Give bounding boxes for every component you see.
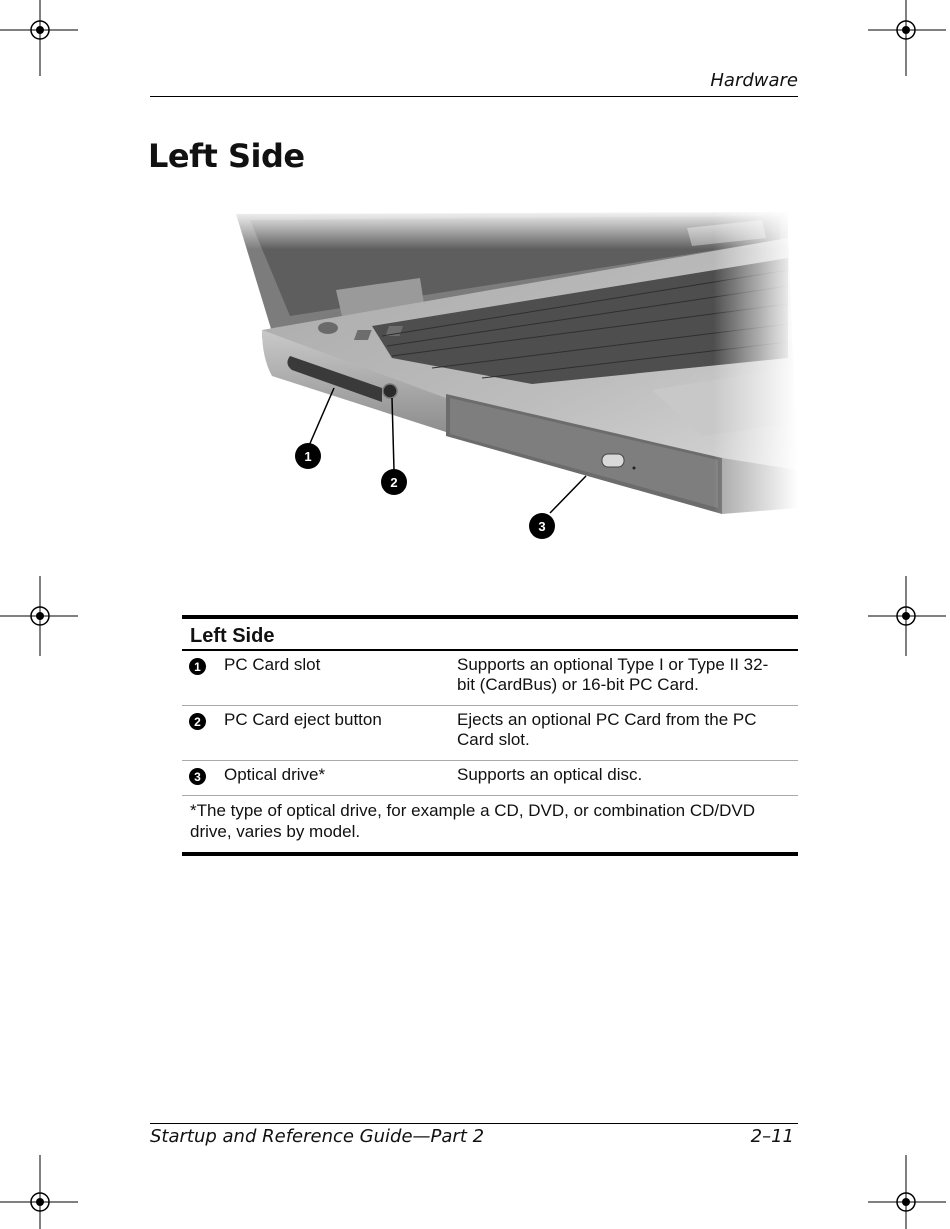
table-row <box>182 761 798 796</box>
footer-page-number: 2–11 <box>750 1126 794 1147</box>
svg-text:1: 1 <box>304 449 312 464</box>
component-name: Optical drive* <box>224 765 326 784</box>
callout-3 <box>529 513 555 539</box>
row-number-badge: 3 <box>189 768 206 785</box>
header-rule <box>150 96 798 97</box>
left-side-table <box>182 615 798 856</box>
row-number-badge: 2 <box>189 713 206 730</box>
registration-mark-bottom-left <box>0 1149 80 1229</box>
registration-mark-mid-right <box>866 576 946 656</box>
component-name: PC Card slot <box>224 655 321 674</box>
component-description: Supports an optical disc. <box>457 765 643 784</box>
svg-text:3: 3 <box>538 519 546 534</box>
registration-mark-bottom-right <box>866 1149 946 1229</box>
footer-document-title: Startup and Reference Guide—Part 2 <box>150 1126 485 1147</box>
component-description: Ejects an optional PC Card from the PC Card slot. <box>457 710 757 749</box>
registration-mark-top-right <box>866 0 946 80</box>
registration-mark-top-left <box>0 0 80 80</box>
callout-2 <box>381 469 407 495</box>
table-footnote: *The type of optical drive, for example a CD, DVD, or combination CD/DVD drive, varies by model. <box>182 796 798 856</box>
running-header: Hardware <box>710 70 798 91</box>
component-description: Supports an optional Type I or Type II 32-bit (CardBus) or 16-bit PC Card. <box>457 655 769 694</box>
callout-1 <box>295 443 321 469</box>
svg-text:2: 2 <box>390 475 398 490</box>
registration-mark-mid-left <box>0 576 80 656</box>
component-name: PC Card eject button <box>224 710 382 729</box>
row-number-badge: 1 <box>189 658 206 675</box>
table-row <box>182 651 798 706</box>
table-row <box>182 706 798 761</box>
table-title: Left Side <box>182 619 798 651</box>
footer-rule <box>150 1123 798 1124</box>
page-title: Left Side <box>148 137 305 175</box>
laptop-left-side-illustration <box>232 208 798 553</box>
